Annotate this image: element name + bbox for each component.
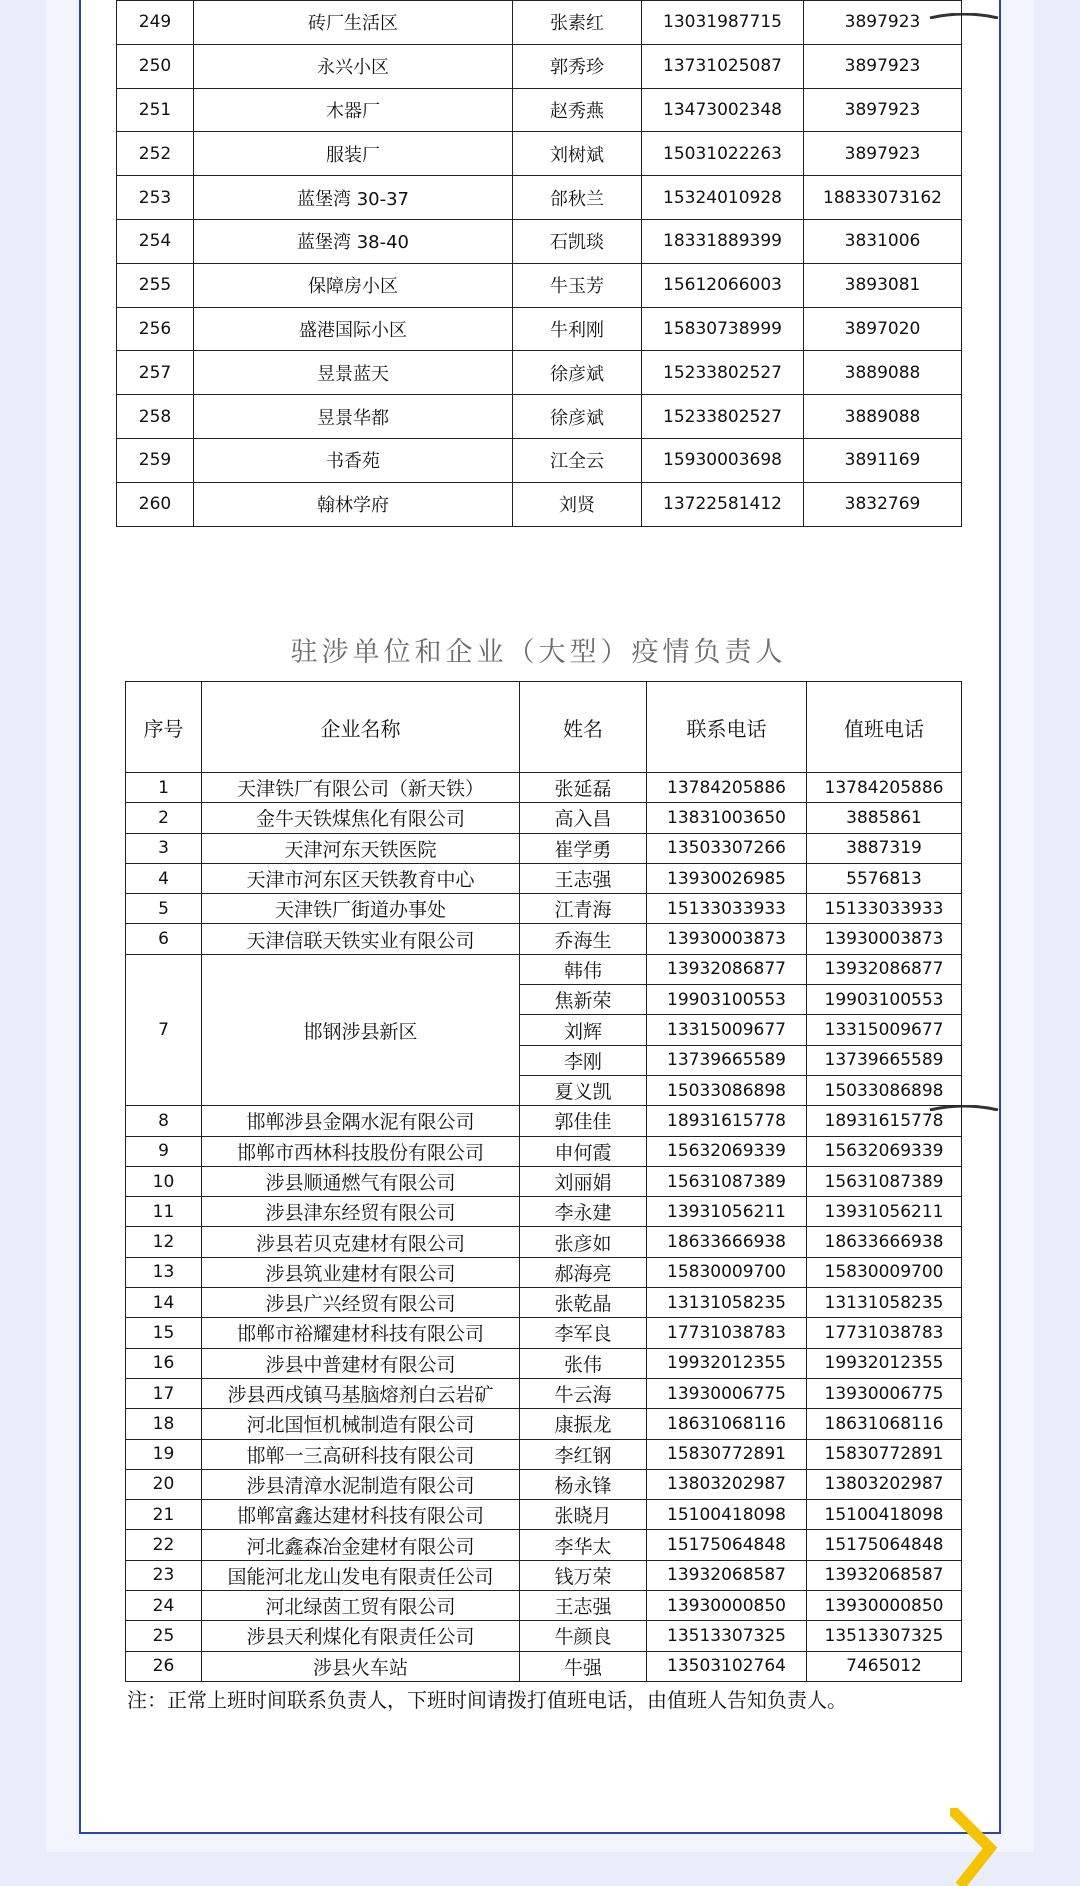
- table-cell: 江全云: [513, 438, 642, 482]
- table-cell: 杨永锋: [520, 1469, 647, 1499]
- header-cell: 序号: [126, 682, 202, 773]
- table-cell: 260: [117, 482, 194, 526]
- table-cell: 涉县中普建材有限公司: [202, 1348, 520, 1378]
- table-cell: 夏义凯: [520, 1075, 647, 1105]
- table-cell: 251: [117, 88, 194, 132]
- table-cell: 高入昌: [520, 803, 647, 833]
- table-cell: 3897923: [804, 88, 962, 132]
- table-cell: 3897923: [804, 132, 962, 176]
- table-cell: 15612066003: [642, 263, 804, 307]
- table-cell: 李华太: [520, 1530, 647, 1560]
- table-cell: 3887319: [807, 833, 962, 863]
- table-cell: 18931615778: [647, 1106, 807, 1136]
- table-cell: 18931615778: [807, 1106, 962, 1136]
- table-cell: 15033086898: [647, 1075, 807, 1105]
- table-cell: 13784205886: [647, 773, 807, 803]
- table-cell: 15031022263: [642, 132, 804, 176]
- table-cell: 翰林学府: [194, 482, 513, 526]
- table-row: [117, 132, 962, 176]
- table-cell: 13803202987: [807, 1469, 962, 1499]
- table-cell: 张伟: [520, 1348, 647, 1378]
- table-cell: 3889088: [804, 351, 962, 395]
- table-cell: 牛颜良: [520, 1621, 647, 1651]
- table-cell: 17731038783: [807, 1318, 962, 1348]
- table-row: [126, 1439, 962, 1469]
- page-left-margin: [0, 0, 46, 1886]
- table-cell: 18331889399: [642, 219, 804, 263]
- table-cell: 3: [126, 833, 202, 863]
- table-row: [126, 863, 962, 893]
- table-cell: 13930003873: [647, 924, 807, 954]
- table-cell: 13739665589: [807, 1045, 962, 1075]
- header-cell: 联系电话: [647, 682, 807, 773]
- table-cell: 13932086877: [647, 954, 807, 984]
- table-cell: 昱景华都: [194, 395, 513, 439]
- table-cell: 7465012: [807, 1651, 962, 1681]
- table-row: [126, 1500, 962, 1530]
- community-contact-table: [116, 0, 962, 527]
- table-cell: 盛港国际小区: [194, 307, 513, 351]
- table-cell: 3897923: [804, 1, 962, 45]
- table-row: [117, 438, 962, 482]
- table-cell: 4: [126, 863, 202, 893]
- page-bottom-margin: [0, 1852, 1080, 1886]
- table-cell: 13131058235: [807, 1288, 962, 1318]
- table-cell: 7: [126, 954, 202, 1105]
- table-row: [126, 1136, 962, 1166]
- table-row: [126, 1530, 962, 1560]
- table-cell: 15830738999: [642, 307, 804, 351]
- table-cell: 259: [117, 438, 194, 482]
- table-cell: 3831006: [804, 219, 962, 263]
- table-cell: 15: [126, 1318, 202, 1348]
- table-cell: 256: [117, 307, 194, 351]
- table-row: [126, 924, 962, 954]
- table-row: [117, 1, 962, 45]
- table-cell: 15033086898: [807, 1075, 962, 1105]
- table-cell: 253: [117, 176, 194, 220]
- table-row: [126, 1621, 962, 1651]
- table-cell: 郃秋兰: [513, 176, 642, 220]
- table-cell: 邯郸涉县金隅水泥有限公司: [202, 1106, 520, 1136]
- footnote: 注：正常上班时间联系负责人，下班时间请拨打值班电话，由值班人告知负责人。: [127, 1688, 847, 1712]
- table-cell: 乔海生: [520, 924, 647, 954]
- table-cell: 涉县西戌镇马基脑熔剂白云岩矿: [202, 1378, 520, 1408]
- table-row: [117, 219, 962, 263]
- table-cell: 15830772891: [807, 1439, 962, 1469]
- table-row: [126, 1560, 962, 1590]
- table-cell: 3885861: [807, 803, 962, 833]
- table-cell: 刘丽娟: [520, 1166, 647, 1196]
- table-row: [126, 1378, 962, 1408]
- header-cell: 值班电话: [807, 682, 962, 773]
- table-cell: 15830009700: [807, 1257, 962, 1287]
- table-cell: 天津铁厂街道办事处: [202, 894, 520, 924]
- table-cell: 5576813: [807, 863, 962, 893]
- table-cell: 9: [126, 1136, 202, 1166]
- table-cell: 天津铁厂有限公司（新天铁）: [202, 773, 520, 803]
- table-cell: 涉县筑业建材有限公司: [202, 1257, 520, 1287]
- table-cell: 河北国恒机械制造有限公司: [202, 1409, 520, 1439]
- table-row: [126, 894, 962, 924]
- table-cell: 13931056211: [647, 1197, 807, 1227]
- table-cell: 15175064848: [647, 1530, 807, 1560]
- table-cell: 13131058235: [647, 1288, 807, 1318]
- table-cell: 257: [117, 351, 194, 395]
- table-cell: 15830009700: [647, 1257, 807, 1287]
- table-cell: 邯郸富鑫达建材科技有限公司: [202, 1500, 520, 1530]
- table-cell: 张延磊: [520, 773, 647, 803]
- corner-arrow-decoration: [950, 1808, 1010, 1886]
- table-cell: 邯钢涉县新区: [202, 954, 520, 1105]
- table-cell: 涉县火车站: [202, 1651, 520, 1681]
- table-row: [117, 176, 962, 220]
- table-cell: 15100418098: [807, 1500, 962, 1530]
- table-cell: 石凯琰: [513, 219, 642, 263]
- table-cell: 13315009677: [807, 1015, 962, 1045]
- table-cell: 王志强: [520, 1591, 647, 1621]
- table-cell: 天津信联天铁实业有限公司: [202, 924, 520, 954]
- table-cell: 服装厂: [194, 132, 513, 176]
- table-cell: 19932012355: [647, 1348, 807, 1378]
- table-cell: 昱景蓝天: [194, 351, 513, 395]
- page-right-margin: [1034, 0, 1080, 1886]
- table-cell: 李军良: [520, 1318, 647, 1348]
- table-cell: 韩伟: [520, 954, 647, 984]
- table-cell: 13831003650: [647, 803, 807, 833]
- table-cell: 18631068116: [807, 1409, 962, 1439]
- table-row: [126, 1257, 962, 1287]
- table-cell: 15632069339: [647, 1136, 807, 1166]
- table-cell: 13513307325: [647, 1621, 807, 1651]
- table-cell: 张乾晶: [520, 1288, 647, 1318]
- table-cell: 12: [126, 1227, 202, 1257]
- table-cell: 13: [126, 1257, 202, 1287]
- table-row: [126, 1288, 962, 1318]
- table-cell: 15631087389: [647, 1166, 807, 1196]
- table-cell: 15632069339: [807, 1136, 962, 1166]
- table-cell: 13930026985: [647, 863, 807, 893]
- table-cell: 永兴小区: [194, 44, 513, 88]
- table-row: [126, 1591, 962, 1621]
- table-cell: 15930003698: [642, 438, 804, 482]
- table-cell: 3897923: [804, 44, 962, 88]
- table-cell: 砖厂生活区: [194, 1, 513, 45]
- table-cell: 20: [126, 1469, 202, 1499]
- table-cell: 江青海: [520, 894, 647, 924]
- table-cell: 刘辉: [520, 1015, 647, 1045]
- table-cell: 涉县清漳水泥制造有限公司: [202, 1469, 520, 1499]
- table-cell: 13731025087: [642, 44, 804, 88]
- table-cell: 13932086877: [807, 954, 962, 984]
- table-cell: 13031987715: [642, 1, 804, 45]
- table-cell: 15233802527: [642, 395, 804, 439]
- table-row: [117, 88, 962, 132]
- table-cell: 刘树斌: [513, 132, 642, 176]
- table-cell: 张素红: [513, 1, 642, 45]
- table-cell: 保障房小区: [194, 263, 513, 307]
- table-cell: 3832769: [804, 482, 962, 526]
- table-cell: 涉县若贝克建材有限公司: [202, 1227, 520, 1257]
- table-cell: 15100418098: [647, 1500, 807, 1530]
- table-cell: 18833073162: [804, 176, 962, 220]
- table-cell: 牛玉芳: [513, 263, 642, 307]
- table-cell: 15133033933: [807, 894, 962, 924]
- table-cell: 15631087389: [807, 1166, 962, 1196]
- table-cell: 涉县广兴经贸有限公司: [202, 1288, 520, 1318]
- table-cell: 258: [117, 395, 194, 439]
- table-row: [126, 1651, 962, 1681]
- table-row: [126, 1409, 962, 1439]
- table-cell: 18: [126, 1409, 202, 1439]
- table-cell: 李刚: [520, 1045, 647, 1075]
- table-cell: 3891169: [804, 438, 962, 482]
- table-cell: 254: [117, 219, 194, 263]
- table-cell: 10: [126, 1166, 202, 1196]
- table-cell: 18633666938: [647, 1227, 807, 1257]
- table-row: [126, 1197, 962, 1227]
- table-cell: 刘贤: [513, 482, 642, 526]
- table-row: [126, 1469, 962, 1499]
- header-cell: 姓名: [520, 682, 647, 773]
- table-cell: 15233802527: [642, 351, 804, 395]
- table-cell: 15175064848: [807, 1530, 962, 1560]
- table-cell: 6: [126, 924, 202, 954]
- table-cell: 蓝堡湾 38-40: [194, 219, 513, 263]
- table-cell: 李永建: [520, 1197, 647, 1227]
- table-cell: 崔学勇: [520, 833, 647, 863]
- table-cell: 2: [126, 803, 202, 833]
- table-cell: 16: [126, 1348, 202, 1378]
- table-cell: 15830772891: [647, 1439, 807, 1469]
- table-cell: 23: [126, 1560, 202, 1590]
- enterprise-table-title: 驻涉单位和企业（大型）疫情负责人: [290, 637, 787, 668]
- table-cell: 250: [117, 44, 194, 88]
- table-cell: 19903100553: [647, 985, 807, 1015]
- table-cell: 邯郸市裕耀建材科技有限公司: [202, 1318, 520, 1348]
- table-cell: 3897020: [804, 307, 962, 351]
- table-cell: 13503102764: [647, 1651, 807, 1681]
- table-cell: 3889088: [804, 395, 962, 439]
- table-cell: 13315009677: [647, 1015, 807, 1045]
- table-cell: 国能河北龙山发电有限责任公司: [202, 1560, 520, 1590]
- table-cell: 249: [117, 1, 194, 45]
- table-cell: 张晓月: [520, 1500, 647, 1530]
- table-cell: 牛利刚: [513, 307, 642, 351]
- table-cell: 18631068116: [647, 1409, 807, 1439]
- table-row: [126, 1166, 962, 1196]
- table-cell: 13930006775: [647, 1378, 807, 1408]
- table-cell: 金牛天铁煤焦化有限公司: [202, 803, 520, 833]
- table-row: [117, 44, 962, 88]
- table-row: [126, 833, 962, 863]
- table-cell: 13503307266: [647, 833, 807, 863]
- table-cell: 13473002348: [642, 88, 804, 132]
- table-cell: 赵秀燕: [513, 88, 642, 132]
- table-cell: 17731038783: [647, 1318, 807, 1348]
- table-cell: 申何霞: [520, 1136, 647, 1166]
- table-cell: 钱万荣: [520, 1560, 647, 1590]
- table-cell: 天津市河东区天铁教育中心: [202, 863, 520, 893]
- table-cell: 11: [126, 1197, 202, 1227]
- table-cell: 徐彦斌: [513, 351, 642, 395]
- table-cell: 13930003873: [807, 924, 962, 954]
- table-cell: 13930000850: [647, 1591, 807, 1621]
- table-cell: 19: [126, 1439, 202, 1469]
- table-cell: 郭秀珍: [513, 44, 642, 88]
- table-cell: 康振龙: [520, 1409, 647, 1439]
- table-cell: 255: [117, 263, 194, 307]
- table-cell: 13513307325: [807, 1621, 962, 1651]
- table-cell: 1: [126, 773, 202, 803]
- table-cell: 22: [126, 1530, 202, 1560]
- table-cell: 郝海亮: [520, 1257, 647, 1287]
- table-cell: 13932068587: [647, 1560, 807, 1590]
- table-cell: 26: [126, 1651, 202, 1681]
- table-cell: 21: [126, 1500, 202, 1530]
- table-cell: 13930000850: [807, 1591, 962, 1621]
- table-row: [126, 1227, 962, 1257]
- table-cell: 3893081: [804, 263, 962, 307]
- table-cell: 牛云海: [520, 1378, 647, 1408]
- table-cell: 13739665589: [647, 1045, 807, 1075]
- table-cell: 邯郸一三高研科技有限公司: [202, 1439, 520, 1469]
- table-cell: 焦新荣: [520, 985, 647, 1015]
- table-cell: 邯郸市西林科技股份有限公司: [202, 1136, 520, 1166]
- table-cell: 5: [126, 894, 202, 924]
- table-cell: 15133033933: [647, 894, 807, 924]
- table-cell: 河北鑫森冶金建材有限公司: [202, 1530, 520, 1560]
- table-cell: 涉县顺通燃气有限公司: [202, 1166, 520, 1196]
- table-row: [117, 307, 962, 351]
- table-cell: 13784205886: [807, 773, 962, 803]
- table-cell: 19903100553: [807, 985, 962, 1015]
- table-row: [126, 773, 962, 803]
- table-row: [126, 1318, 962, 1348]
- table-cell: 17: [126, 1378, 202, 1408]
- table-cell: 13722581412: [642, 482, 804, 526]
- table-cell: 14: [126, 1288, 202, 1318]
- enterprise-contact-table: [125, 681, 962, 1682]
- table-cell: 张彦如: [520, 1227, 647, 1257]
- table-row: [126, 954, 962, 984]
- table-cell: 15324010928: [642, 176, 804, 220]
- table-cell: 13803202987: [647, 1469, 807, 1499]
- table-cell: 李红钢: [520, 1439, 647, 1469]
- table-cell: 13932068587: [807, 1560, 962, 1590]
- table-header-row: [126, 682, 962, 773]
- table-cell: 天津河东天铁医院: [202, 833, 520, 863]
- table-cell: 郭佳佳: [520, 1106, 647, 1136]
- table-cell: 涉县天利煤化有限责任公司: [202, 1621, 520, 1651]
- table-cell: 8: [126, 1106, 202, 1136]
- table-cell: 252: [117, 132, 194, 176]
- table-cell: 王志强: [520, 863, 647, 893]
- table-row: [126, 1106, 962, 1136]
- table-cell: 徐彦斌: [513, 395, 642, 439]
- table-cell: 木器厂: [194, 88, 513, 132]
- table-cell: 19932012355: [807, 1348, 962, 1378]
- table-cell: 13931056211: [807, 1197, 962, 1227]
- table-cell: 河北绿茵工贸有限公司: [202, 1591, 520, 1621]
- table-cell: 24: [126, 1591, 202, 1621]
- table-cell: 书香苑: [194, 438, 513, 482]
- table-row: [117, 351, 962, 395]
- table-cell: 牛强: [520, 1651, 647, 1681]
- table-cell: 蓝堡湾 30-37: [194, 176, 513, 220]
- table-cell: 25: [126, 1621, 202, 1651]
- header-cell: 企业名称: [202, 682, 520, 773]
- table-row: [126, 1348, 962, 1378]
- table-row: [117, 263, 962, 307]
- table-cell: 涉县津东经贸有限公司: [202, 1197, 520, 1227]
- table-row: [117, 395, 962, 439]
- table-row: [126, 803, 962, 833]
- table-cell: 18633666938: [807, 1227, 962, 1257]
- table-cell: 13930006775: [807, 1378, 962, 1408]
- table-row: [117, 482, 962, 526]
